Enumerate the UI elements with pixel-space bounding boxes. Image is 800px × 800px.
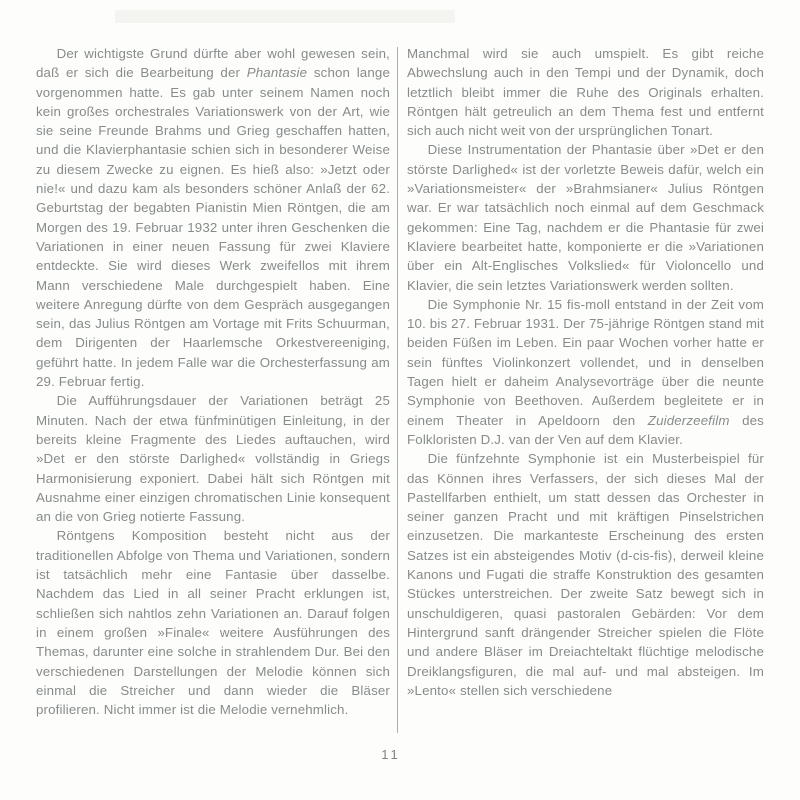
paragraph: Die Aufführungsdauer der Variationen beträgt 25 Minuten. Nach der etwa fünfminütigen Einleitung, in der bereits kleine Fragmente des Liedes auftauchen, wird »Det er den störste Darlighed« vollständig in Griegs Harmonisierung exponiert. Dabei hält sich Röntgen mit Ausnahme einer einzigen chromatischen Linie konsequent an die von Grieg notierte Fassung.: [36, 393, 390, 525]
paragraph: Die Symphonie Nr. 15 fis-moll entstand in der Zeit vom 10. bis 27. Februar 1931. Der 75-jährige Röntgen stand mit beiden Füßen im Leben. Ein paar Wochen vorher hatte er sein fünftes Violinkonzert vollendet, und in denselben Tagen hielt er daheim Analysevorträge über die neunte Symphonie von Beethoven. Außerdem begleitete er in einem Theater in Apeldoorn den Zuiderzeefilm des Folkloristen D.J. van der Ven auf dem Klavier.: [407, 296, 764, 447]
paragraph: Diese Instrumentation der Phantasie über »Det er den störste Darlighed« ist der vorletzte Beweis dafür, welch ein »Variationsmeister« der »Brahmsianer« Julius Röntgen war. Er war tatsächlich noch einmal auf dem Geschmack gekommen: Eine Tag, nachdem er die Phantasie für zwei Klaviere bearbeitet hatte, komponierte er die »Variationen über ein Alt-Englisches Volkslied« für Violoncello und Klavier, die sein letztes Variationswerk werden sollten.: [407, 142, 764, 293]
paragraph: Die fünfzehnte Symphonie ist ein Musterbeispiel für das Können ihres Verfassers, der sich dieses Mal der Pastellfarben enthielt, um statt dessen das Orchester in seiner ganzen Pracht und mit kräftigen Pinselstrichen einzusetzen. Die markanteste Erscheinung des ersten Satzes ist ein absteigendes Motiv (d-cis-fis), derweil kleine Kanons und Fugati die straffe Konstruktion des gesamten Stückes unterstreichen. Der zweite Satz bewegt sich in unschuldigeren, quasi pastoralen Gebärden: Vor dem Hintergrund sanft drängender Streicher spielen die Flöte und andere Bläser im Dreiachteltakt flüchtige melodische Dreiklangsfiguren, die mal auf- und mal absteigen. Im »Lento« stellen sich verschiedene: [407, 451, 764, 698]
page-number: 11: [381, 747, 401, 762]
paragraph: Röntgens Komposition besteht nicht aus der traditionellen Abfolge von Thema und Variationen, sondern ist tatsächlich mehr eine Fantasie über dasselbe. Nachdem das Lied in all seiner Pracht erklungen ist, schließen sich nahtlos zehn Variationen an. Darauf folgen in einem großen »Finale« weitere Ausführungen des Themas, darunter eine solche in strahlendem Dur. Bei den verschiedenen Darstellungen der Melodie können sich einmal die Streicher und dann wieder die Bläser profilieren. Nicht immer ist die Melodie vernehmlich.: [36, 528, 390, 718]
text-column-right: [407, 44, 764, 700]
paragraph: Manchmal wird sie auch umspielt. Es gibt reiche Abwechslung auch in den Tempi und der Dynamik, doch letztlich bleibt immer die Ruhe des Originals erhalten. Röntgen hält getreulich an dem Thema fest und entfernt sich auch nicht weit von der ursprünglichen Tonart.: [407, 46, 764, 139]
scan-artifact: [115, 10, 455, 23]
italic-text: Zuiderzeefilm: [647, 412, 730, 428]
text-column-left: [36, 44, 390, 719]
italic-text: Phantasie: [246, 65, 308, 81]
column-divider: [397, 47, 398, 733]
paragraph: Der wichtigste Grund dürfte aber wohl gewesen sein, daß er sich die Bearbeitung der Phantasie schon lange vorgenommen hatte. Es gab unter seinem Namen noch kein großes orchestrales Variationswerk von der Art, wie sie seine Freunde Brahms und Grieg geschaffen hatten, und die Klavierphantasie schien sich in besonderer Weise zu diesem Zwecke zu eignen. Es hieß also: »Jetzt oder nie!« und dazu kam als besonders schöner Anlaß der 62. Geburtstag der begabten Pianistin Mien Röntgen, die am Morgen des 19. Februar 1932 unter ihren Geschenken die Variationen in einer neuen Fassung für zwei Klaviere entdeckte. Sie wird dieses Werk zweifellos mit ihrem Mann verschiedene Male durchgespielt haben. Eine weitere Anregung dürfte von dem Gespräch ausgegangen sein, das Julius Röntgen am Vortage mit Frits Schuurman, dem Dirigenten der Haarlemsche Orkestvereeniging, geführt hatte. In jedem Falle war die Orchesterfassung am 29. Februar fertig.: [36, 46, 390, 390]
